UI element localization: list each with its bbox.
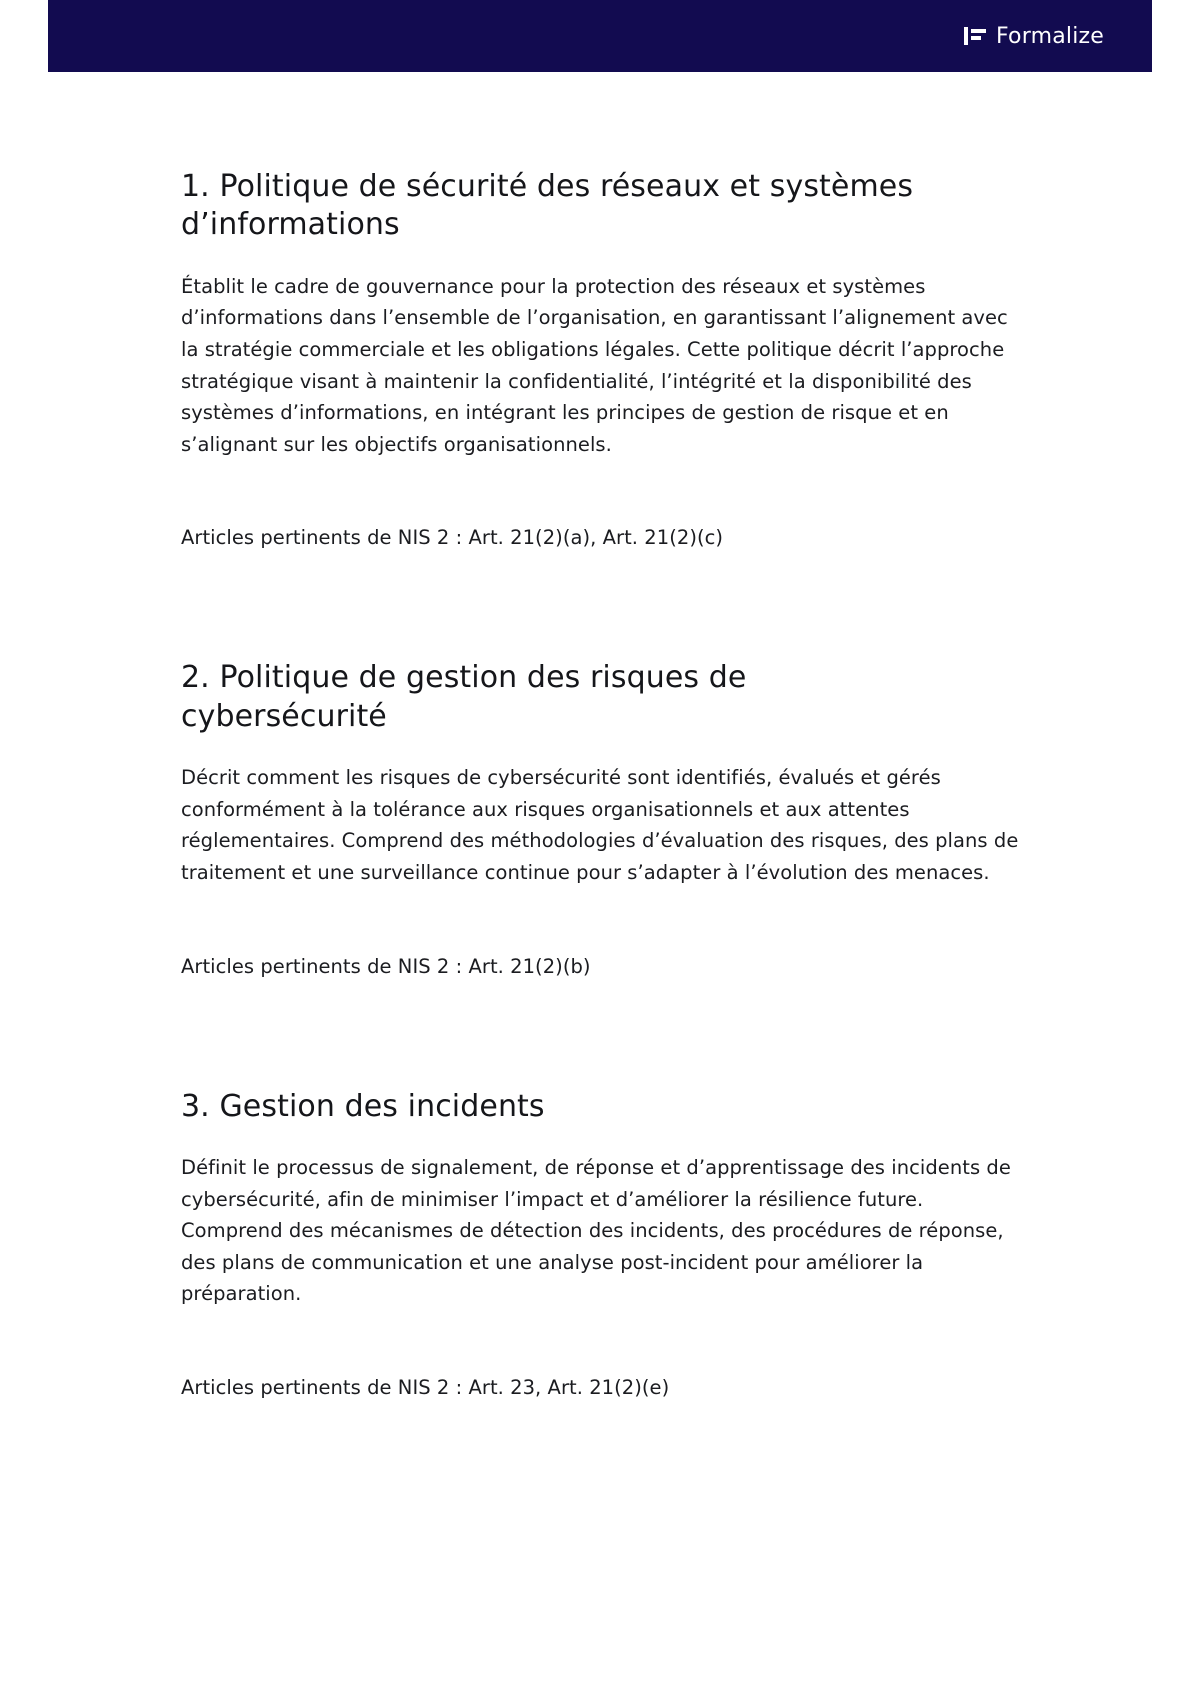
document-content	[48, 72, 1152, 1503]
brand-name: Formalize	[995, 23, 1104, 49]
document-page	[48, 0, 1152, 1695]
section-articles-reference: Articles pertinents de NIS 2 : Art. 21(2)(a), Art. 21(2)(c)	[181, 526, 724, 550]
section-description: Établit le cadre de gouvernance pour la protection des réseaux et systèmes d’informations dans l’ensemble de l’organisation, en garantissant l’alignement avec la stratégie commerciale et les obligations légales. Cette politique décrit l’approche stratégique visant à maintenir la confidentialité, l’intégrité et la disponibilité des systèmes d’informations, en intégrant les principes de gestion de risque et en s’alignant sur les objectifs organisationnels.	[181, 274, 1008, 456]
section-articles-reference: Articles pertinents de NIS 2 : Art. 21(2)(b)	[181, 954, 591, 978]
section-spacer	[181, 573, 1022, 659]
formalize-logo-icon	[964, 27, 986, 45]
section-spacer	[181, 1002, 1022, 1088]
policy-section-3	[181, 1088, 1022, 1403]
policy-section-1	[181, 168, 1022, 553]
page-header	[48, 0, 1152, 72]
policy-section-2	[181, 659, 1022, 981]
section-title: 2. Politique de gestion des risques de cybersécurité	[181, 660, 747, 734]
brand-logo	[964, 24, 1104, 49]
section-description: Décrit comment les risques de cybersécurité sont identifiés, évalués et gérés conformément à la tolérance aux risques organisationnels et aux attentes réglementaires. Comprend des méthodologies d’évaluation des risques, des plans de traitement et une surveillance continue pour s’adapter à l’évolution des menaces.	[181, 766, 1019, 884]
section-articles-reference: Articles pertinents de NIS 2 : Art. 23, Art. 21(2)(e)	[181, 1376, 670, 1399]
section-title: 1. Politique de sécurité des réseaux et systèmes d’informations	[181, 169, 914, 243]
section-description: Définit le processus de signalement, de réponse et d’apprentissage des incidents de cybersécurité, afin de minimiser l’impact et d’améliorer la résilience future. Comprend des mécanismes de détection des incidents, des procédures de réponse, des plans de communication et une analyse post-incident pour améliorer la préparation.	[181, 1156, 1011, 1306]
section-title: 3. Gestion des incidents	[181, 1088, 545, 1124]
